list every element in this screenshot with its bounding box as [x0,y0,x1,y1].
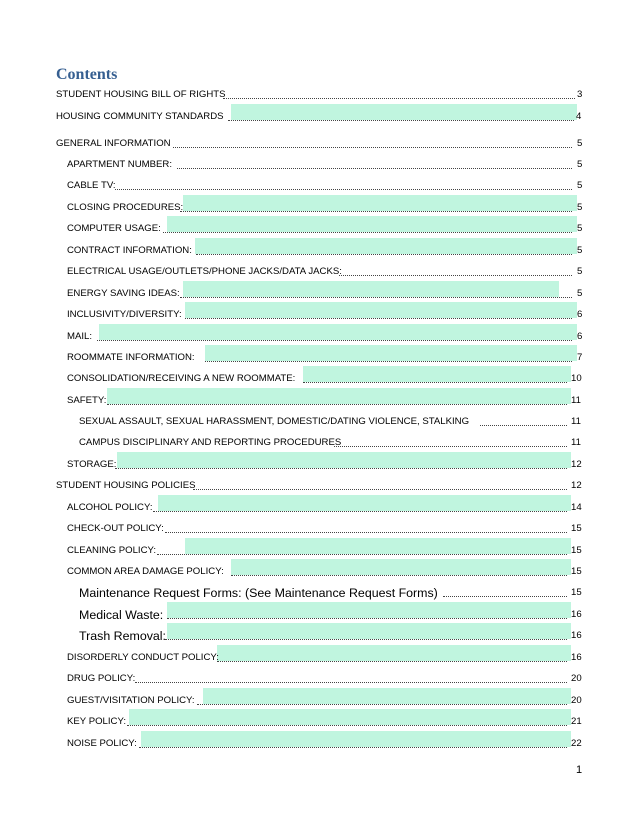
highlight [183,195,577,211]
toc-entry-page: 15 [571,523,582,534]
toc-entry-label: NOISE POLICY: [67,738,137,749]
toc-entry[interactable] [67,243,583,259]
toc-entry[interactable] [67,500,583,516]
toc-dot-leader [231,575,567,576]
highlight [167,216,577,232]
toc-entry[interactable] [79,607,583,623]
highlight [185,538,571,554]
toc-entry-page: 5 [577,138,583,149]
toc-dot-leader [115,468,567,469]
highlight [231,559,571,575]
toc-entry-page: 15 [571,566,582,577]
page-number: 1 [576,764,583,776]
highlight [167,623,571,639]
toc-entry-page: 10 [571,373,582,384]
highlight [303,366,571,382]
toc-entry-page: 3 [577,89,583,100]
toc-dot-leader [228,120,574,121]
toc-entry-label: CLEANING POLICY: [67,545,157,556]
toc-dot-leader [173,147,572,148]
toc-entry[interactable] [56,136,583,152]
toc-entry-label: STUDENT HOUSING BILL OF RIGHTS [56,89,226,100]
toc-entry[interactable] [79,628,583,644]
toc-entry[interactable] [67,650,583,666]
toc-entry-page: 6 [577,309,583,320]
toc-dot-leader [339,275,572,276]
toc-entry-page: 5 [577,223,583,234]
toc-dot-leader [127,725,567,726]
toc-entry-label: ENERGY SAVING IDEAS: [67,288,180,299]
toc-entry-label: CLOSING PROCEDURES: [67,202,184,213]
toc-entry[interactable] [56,87,583,103]
toc-dot-leader [185,318,572,319]
toc-entry-label: ALCOHOL POLICY: [67,502,153,513]
toc-dot-leader [157,554,567,555]
toc-dot-leader [180,297,572,298]
toc-entry-page: 16 [571,630,582,641]
toc-entry[interactable] [67,350,583,366]
toc-entry-label: CABLE TV: [67,180,116,191]
highlight [195,238,577,254]
toc-entry-page: 12 [571,459,582,470]
toc-entry-label: STUDENT HOUSING POLICIES [56,480,196,491]
toc-dot-leader [303,382,567,383]
toc-dot-leader [443,596,567,597]
toc-entry[interactable] [67,329,583,345]
highlight [185,302,577,318]
highlight [203,688,571,704]
toc-dot-leader [180,211,572,212]
toc-dot-leader [135,682,567,683]
toc-entry-page: 20 [571,695,582,706]
toc-entry-page: 11 [571,395,581,406]
toc-entry-label: GENERAL INFORMATION [56,138,171,149]
toc-dot-leader [165,532,567,533]
highlight [183,281,559,297]
toc-entry-page: 5 [577,202,583,213]
toc-entry-page: 16 [571,652,582,663]
toc-entry-page: 16 [571,609,582,620]
toc-dot-leader [177,168,572,169]
toc-dot-leader [165,639,567,640]
toc-dot-leader [480,425,567,426]
toc-entry-page: 4 [576,111,582,122]
toc-entry[interactable] [67,714,583,730]
highlight [158,495,571,511]
highlight [231,104,577,120]
toc-dot-leader [217,661,567,662]
toc-entry-page: 11 [571,416,581,427]
highlight [217,645,571,661]
toc-entry[interactable] [67,457,583,473]
toc-entry[interactable] [67,178,583,194]
toc-entry-page: 5 [577,180,583,191]
toc-entry-label: STORAGE: [67,459,117,470]
toc-entry-label: COMPUTER USAGE: [67,223,161,234]
toc-dot-leader [334,446,567,447]
toc-entry-label: CONSOLIDATION/RECEIVING A NEW ROOMMATE: [67,373,296,384]
toc-dot-leader [107,404,567,405]
toc-dot-leader [153,511,567,512]
toc-entry[interactable] [67,371,583,387]
toc-entry-page: 20 [571,673,582,684]
toc-entry-label: COMMON AREA DAMAGE POLICY: [67,566,224,577]
toc-entry[interactable] [67,200,583,216]
toc-entry-label: CAMPUS DISCIPLINARY AND REPORTING PROCEDURES [79,437,342,448]
toc-entry-page: 5 [577,266,583,277]
toc-entry[interactable] [67,543,583,559]
toc-entry-label: MAIL: [67,331,93,342]
toc-entry-label: INCLUSIVITY/DIVERSITY: [67,309,182,320]
toc-entry[interactable] [67,671,583,687]
toc-dot-leader [97,340,572,341]
toc-entry-page: 5 [577,245,583,256]
toc-entry-page: 6 [577,331,583,342]
toc-dot-leader [139,747,567,748]
toc-entry-page: 7 [577,352,583,363]
toc-entry[interactable] [67,564,583,580]
toc-dot-leader [196,254,572,255]
toc-entry-label: Medical Waste: [79,608,164,622]
toc-entry[interactable] [67,693,583,709]
toc-entry[interactable] [67,221,583,237]
toc-entry-page: 15 [571,545,582,556]
highlight [99,324,577,340]
toc-entry-label: Trash Removal: [79,629,166,643]
highlight [167,602,571,618]
toc-entry-page: 22 [571,738,582,749]
toc-entry[interactable] [79,414,583,430]
toc-entry-page: 12 [571,480,582,491]
toc-entry[interactable] [56,109,583,125]
toc-entry[interactable] [67,264,583,280]
toc-entry-label: SEXUAL ASSAULT, SEXUAL HARASSMENT, DOMESTIC/DATING VIOLENCE, STALKING [79,416,470,427]
toc-dot-leader [163,232,572,233]
highlight [129,709,571,725]
toc-entry-page: 14 [571,502,582,513]
toc-entry-label: GUEST/VISITATION POLICY: [67,695,195,706]
toc-entry-label: DRUG POLICY: [67,673,136,684]
toc-entry-label: DISORDERLY CONDUCT POLICY: [67,652,219,663]
toc-entry-label: ELECTRICAL USAGE/OUTLETS/PHONE JACKS/DATA JACKS: [67,266,342,277]
toc-entry[interactable] [67,736,583,752]
toc-entry-page: 11 [571,437,581,448]
highlight [117,452,571,468]
toc-dot-leader [205,361,572,362]
toc-entry-label: Maintenance Request Forms: (See Maintenance Request Forms) [79,586,438,600]
toc-dot-leader [197,704,567,705]
toc-entry-label: SAFETY: [67,395,107,406]
highlight [205,345,577,361]
toc-entry[interactable] [79,435,583,451]
toc-entry-label: ROOMMATE INFORMATION: [67,352,195,363]
highlight [141,731,571,747]
toc-entry[interactable] [67,157,583,173]
toc-entry-page: 15 [571,587,582,598]
toc-entry-page: 21 [571,716,582,727]
toc-entry[interactable] [67,307,583,323]
toc-entry-label: HOUSING COMMUNITY STANDARDS [56,111,224,122]
toc-dot-leader [223,98,575,99]
toc-dot-leader [193,489,567,490]
contents-title: Contents [56,66,118,83]
toc-entry[interactable] [79,585,583,601]
toc-entry-label: CHECK-OUT POLICY: [67,523,164,534]
toc-entry[interactable] [67,521,583,537]
toc-entry-label: APARTMENT NUMBER: [67,159,173,170]
toc-dot-leader [167,618,567,619]
toc-entry[interactable] [56,478,583,494]
highlight [107,388,571,404]
toc-entry-page: 5 [577,288,583,299]
toc-entry[interactable] [67,393,583,409]
toc-entry-label: CONTRACT INFORMATION: [67,245,192,256]
toc-entry-label: KEY POLICY: [67,716,127,727]
toc-entry[interactable] [67,286,583,302]
toc-entry-page: 5 [577,159,583,170]
toc-dot-leader [115,189,572,190]
